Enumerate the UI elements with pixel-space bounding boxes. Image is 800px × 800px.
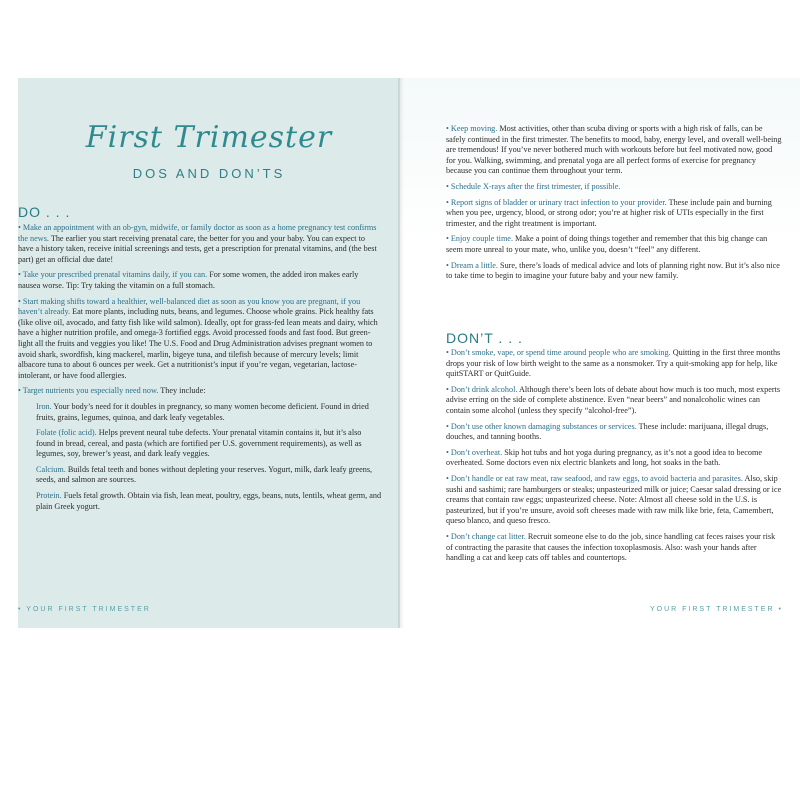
list-item: • Don’t change cat litter. Recruit someone else to do the job, since handling cat feces raises your risk of contracting the parasite that causes the infection toxoplasmosis. Also: wash your hands after handling a cat and keep cats off tables and countertops. [446,531,776,563]
list-item: • Start making shifts toward a healthier, well-balanced diet as soon as you know you are pregnant, if you haven’t already. Eat more plants, including nuts, beans, and legumes. Choose whole grains. Pick healthy fats (like olive oil, avocado, and fatty fish like wild salmon). Ideally, opt for grass-fed lean meats and dairy, which have a higher nutrition profile, and omega-3 fortified eggs. Avoid processed foods and fast food. But green-light all the fruits and veggies you like! The U.S. Food and Drug Administration advises pregnant women to avoid shark, swordfish, king mackerel, marlin, bigeye tuna, and tilefish because of mercury levels; limit albacore tuna to about 6 ounces per week. Get a nutritionist’s input if you’re vegan, vegetarian, lactose-intolerant, or have food allergies. [18,296,378,380]
list-item: • Don’t handle or eat raw meat, raw seafood, and raw eggs, to avoid bacteria and parasites. Also, skip sushi and sashimi; rare hamburgers or steaks; unpasteurized milk or juice; Caesar salad dressing or ice creams that contain raw eggs; unpasteurized cheese. Note: Almost all cheese sold in the U.S. is pasteurized, but if you’re unsure, avoid soft cheeses made with raw milk like brie, feta, Camembert, queso blanco, and queso fresco. [446,473,782,526]
do-heading: DO . . . [18,204,71,220]
book-spread [18,78,800,628]
dont-heading: DON’T . . . [446,330,523,346]
list-item: • Target nutrients you especially need now. They include: [18,386,206,396]
footer-right: YOUR FIRST TRIMESTER • [650,606,783,613]
list-item: • Take your prescribed prenatal vitamins daily, if you can. For some women, the added iron makes early nausea worse. Tip: Try taking the vitamin on a full stomach. [18,270,359,290]
nutrient-item: Protein. Fuels fetal growth. Obtain via fish, lean meat, poultry, eggs, beans, nuts, lentils, wheat germ, and plain Greek yogurt. [36,491,382,511]
list-item: • Schedule X-rays after the first trimester, if possible. [446,181,621,191]
list-item: • Make an appointment with an ob-gyn, midwife, or family doctor as soon as a home pregnancy test confirms the news. The earlier you start receiving prenatal care, the better for you and your baby. You can expect to have a history taken, receive initial screenings and tests, get a prescription for prenatal vitamins, and (the best part) get an official due date! [18,223,377,264]
dont-list [446,348,782,569]
page-gutter [398,78,404,628]
list-item: • Don’t smoke, vape, or spend time around people who are smoking. Quitting in the first three months drops your risk of low birth weight to the same as a nonsmoker. Try a quit-smoking app for help, like quitSTART or QuitGuide. [446,348,781,379]
nutrient-item: Folate (folic acid). Helps prevent neural tube defects. Your prenatal vitamin contains it, but it’s also found in bread, cereal, and pasta (which are fortified per U.S. government requirements), as well as legumes, soy, brewer’s yeast, and dark leafy veggies. [36,428,362,459]
list-item: • Dream a little. Sure, there’s loads of medical advice and lots of planning right now. But it’s also nice to take time to begin to imagine your future baby and your new family. [446,260,780,281]
page-title: First Trimester [85,120,333,155]
do-list-left [18,223,382,517]
do-list-right [446,124,782,287]
nutrient-item: Calcium. Builds fetal teeth and bones without depleting your reserves. Yogurt, milk, dark leafy greens, seeds, and salmon are sources. [36,464,373,485]
list-item: • Don’t overheat. Skip hot tubs and hot yoga during pregnancy, as it’s not a good idea to become overheated. Some doctors even nix electric blankets and long, hot soaks in the bath. [446,447,762,468]
page-subtitle: DOS AND DON’TS [132,166,286,181]
list-item: • Keep moving. Most activities, other than scuba diving or sports with a high risk of falls, can be safely continued in the first trimester. The benefits to mood, baby, energy level, and overall well-being are tremendous! If you’ve never bothered much with workouts before but feel motivated now, good for you. Walking, swimming, and prenatal yoga are all perfect forms of exercise for pregnancy because you can continue them throughout your term. [446,124,782,176]
list-item: • Enjoy couple time. Make a point of doing things together and remember that this big change can seem more unreal to your mate, who, unlike you, doesn’t “feel” any different. [446,234,768,254]
list-item: • Don’t use other known damaging substances or services. These include: marijuana, illegal drugs, douches, and tanning booths. [446,421,769,442]
nutrient-item: Iron. Your body’s need for it doubles in pregnancy, so many women become deficient. Found in dried fruits, grains, legumes, quinoa, and dark leafy vegetables. [36,401,369,422]
list-item: • Don’t drink alcohol. Although there’s been lots of debate about how much is too much, most experts advise erring on the side of complete abstinence. Even “near beers” and nonalcoholic wines can contain some alcohol (unless they specify “alcohol-free”). [446,384,781,415]
footer-left: • YOUR FIRST TRIMESTER [18,606,151,613]
left-page [18,78,400,628]
list-item: • Report signs of bladder or urinary tract infection to your provider. These include pain and burning when you pee, urgency, blood, or strong odor; you’re at higher risk of UTIs especially in the first trimester, and the right treatment is important. [446,197,772,228]
right-page [400,78,800,628]
